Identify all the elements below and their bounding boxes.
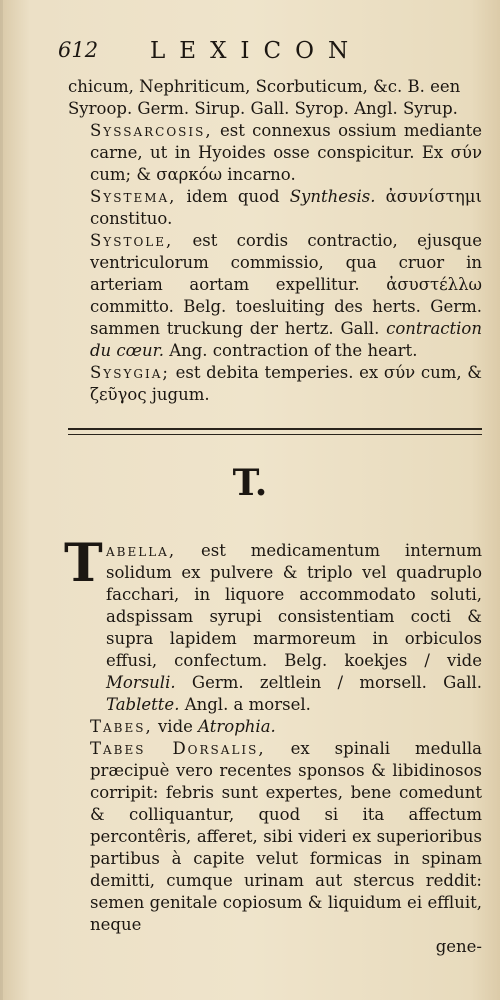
- entry-text: idem quod: [186, 187, 280, 206]
- entry-german: Germ. zeltlein / morsell. Gall.: [191, 673, 482, 692]
- entry-syssarcosis: [68, 120, 482, 186]
- entry-headword: Syssarcosis,: [90, 121, 213, 140]
- entry-headword: abella,: [106, 541, 177, 560]
- drop-cap: T: [64, 533, 103, 594]
- entry-text: est connexus ossium mediante carne, ut in Hyoides osse conspicitur. Ex σύν cum; & σαρκόω incarno.: [90, 121, 483, 184]
- entry-text: est medicamentum internum solidum ex pulvere & triplo vel quadruplo facchari, in liquore accommodato soluti, adspissam syrupi consistentiam cocti & supra lapidem marmoreum in orbiculos effusi, confectum. Belg. koekjes / vide: [106, 541, 482, 670]
- text-line: Syroop. Germ. Sirup. Gall. Syrop. Angl. Syrup.: [68, 99, 458, 118]
- entry-text: est debita temperies. ex σύν cum, & ζεῦγος jugum.: [90, 363, 482, 404]
- text-line: chicum, Nephriticum, Scorbuticum, &c. B. een: [68, 77, 461, 96]
- entry-headword: Systole,: [90, 231, 174, 250]
- catchword: gene-: [435, 937, 482, 956]
- entries-block-s: [68, 76, 482, 406]
- entry-headword: Tabes,: [90, 717, 153, 736]
- entry-text: ex spinali medulla præcipuè vero recentes sponsos & libidinosos corripit: febris sunt expertes, bene comedunt & colliquantur, quod si ita affectum percontêris, afferet, sibi videri ex superioribus partibus à capite velut formicas in spinam demitti, cumque urinam aut stercus reddit: semen genitale copiosum & liquidum ei effluit, neque: [90, 739, 482, 934]
- entry-greek: ἀσυνίστημι constituo.: [90, 187, 482, 228]
- entry-french: Tablette.: [106, 695, 180, 714]
- entry-tabella: [68, 540, 482, 716]
- entry-headword: Systema,: [90, 187, 177, 206]
- entry-text: est cordis contractio, ejusque ventriculorum commissio, qua cruor in arteriam aortam expellitur. ἀσυστέλλω committo. Belg. toesluiting des herts. Germ. sammen truckung der hertz. Gall.: [90, 231, 482, 338]
- page-header: [58, 38, 478, 68]
- entry-french: contraction du cœur.: [90, 319, 482, 360]
- entry-systole: [68, 230, 482, 362]
- section-letter: T.: [232, 462, 268, 504]
- entry-tabes-dorsalis: [68, 738, 482, 936]
- page-number: 612: [58, 38, 99, 62]
- entry-english: Angl. a morsel.: [184, 695, 311, 714]
- running-head: LEXICON: [150, 38, 363, 64]
- section-divider: [68, 428, 482, 435]
- entry-reference: Atrophia.: [198, 717, 276, 736]
- entry-english: Ang. contraction of the heart.: [169, 341, 418, 360]
- entry-sysygia: [68, 362, 482, 406]
- entry-continuation: [68, 76, 482, 120]
- entry-text: vide: [157, 717, 193, 736]
- entry-reference: Morsuli.: [106, 673, 176, 692]
- entry-systema: [68, 186, 482, 230]
- entries-block-t: [68, 540, 482, 958]
- entry-headword: Tabes Dorsalis,: [90, 739, 266, 758]
- entry-reference: Synthesis.: [289, 187, 376, 206]
- catchword-line: [68, 936, 482, 958]
- entry-tabes: [68, 716, 482, 738]
- entry-headword: Sysygia;: [90, 363, 170, 382]
